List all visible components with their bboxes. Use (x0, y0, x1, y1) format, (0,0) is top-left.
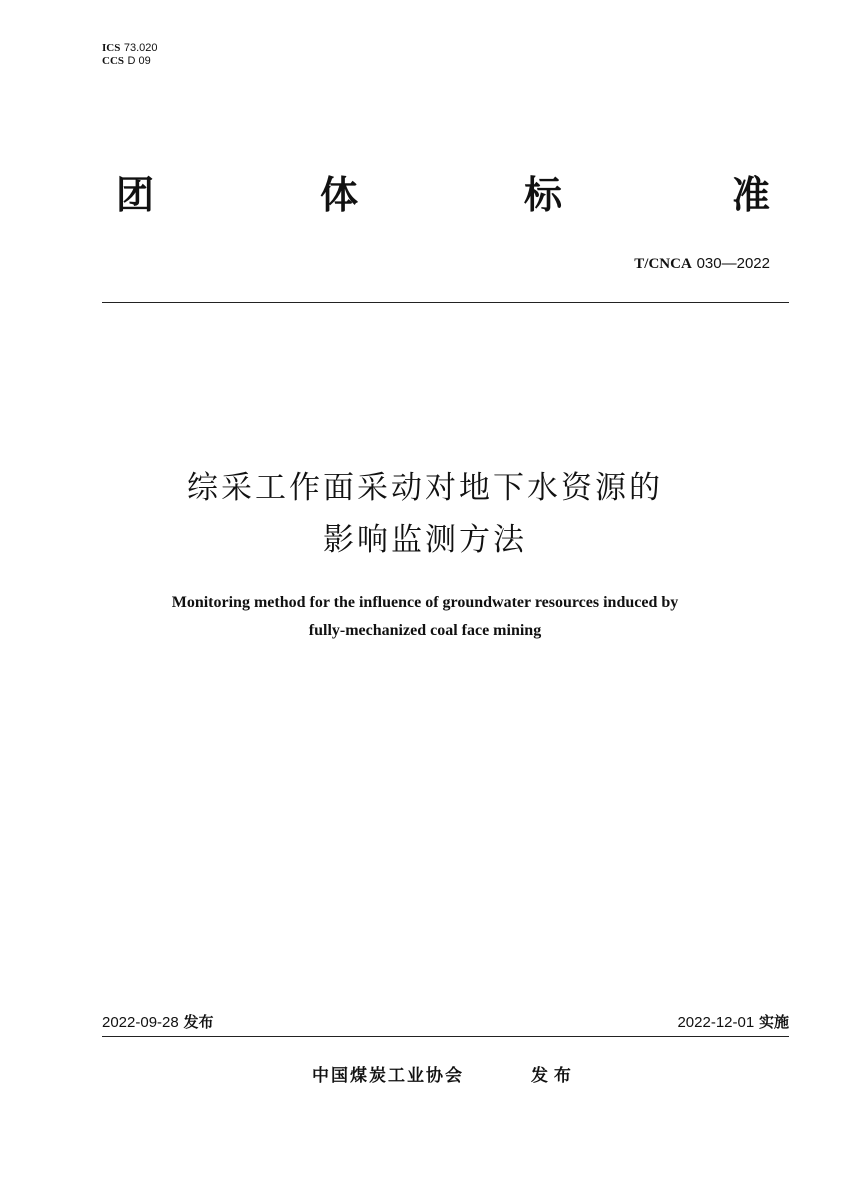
publisher-action: 发 布 (531, 1066, 571, 1086)
ics-value: 73.020 (123, 42, 158, 54)
implement-label: 实施 (758, 1013, 789, 1031)
top-divider (102, 302, 789, 303)
cn-title-line-2: 影响监测方法 (323, 522, 527, 558)
ccs-value: D 09 (127, 55, 151, 67)
standard-org-code: T/CNCA (634, 256, 692, 272)
standard-type-char: 体 (320, 173, 359, 217)
cn-title-line-1: 综采工作面采动对地下水资源的 (187, 470, 663, 506)
ics-code (102, 41, 158, 55)
publish-date (102, 1012, 214, 1033)
standard-type-char: 准 (732, 173, 771, 217)
publish-label: 发布 (183, 1013, 214, 1031)
en-title-line-2: fully-mechanized coal face mining (308, 622, 542, 639)
implement-date (677, 1012, 789, 1033)
standard-type-char: 标 (524, 173, 563, 217)
en-title-line-1: Monitoring method for the influence of groundwater resources induced by (171, 594, 679, 611)
publish-date-value: 2022-09-28 (102, 1014, 179, 1031)
publisher-name: 中国煤炭工业协会 (312, 1066, 464, 1086)
ccs-label: CCS (102, 55, 125, 67)
standard-number-value: 030—2022 (696, 255, 770, 272)
standard-number (634, 254, 770, 273)
bottom-divider (102, 1036, 789, 1037)
standard-type-char: 团 (116, 173, 155, 217)
ics-label: ICS (102, 42, 121, 54)
implement-date-value: 2022-12-01 (677, 1014, 755, 1031)
ccs-code (102, 54, 151, 68)
